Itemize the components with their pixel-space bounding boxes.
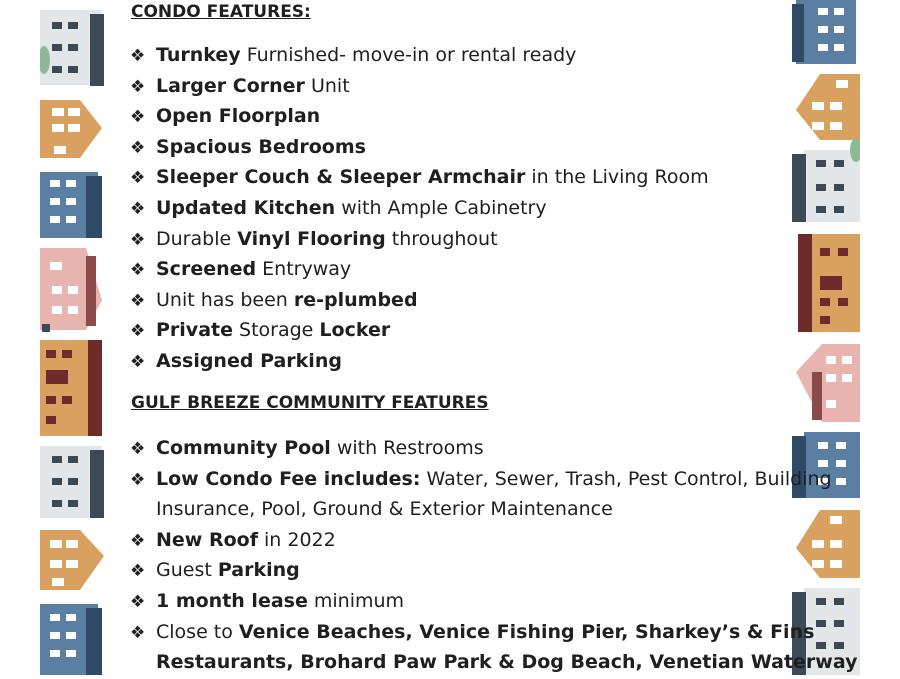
list-item: ❖ Screened Entryway [130,254,351,286]
list-item: ❖ Community Pool with Restrooms [130,433,484,465]
list-item: ❖ Unit has been re-plumbed [130,285,418,317]
diamond-bullet-icon: ❖ [130,530,146,551]
diamond-bullet-icon: ❖ [130,260,146,281]
list-item-continuation: Restaurants, Brohard Paw Park & Dog Beach, Venetian Waterway [156,651,858,674]
diamond-bullet-icon: ❖ [130,199,146,219]
list-item: ❖ Private Storage Locker [130,315,390,347]
list-item-continuation: Insurance, Pool, Ground & Exterior Maintenance [156,498,613,521]
right-houses-illustration [790,0,860,675]
condo-features-heading: CONDO FEATURES: [131,2,311,22]
diamond-bullet-icon: ❖ [130,229,146,250]
diamond-bullet-icon: ❖ [130,321,146,342]
diamond-bullet-icon: ❖ [130,592,146,612]
list-item: ❖ Durable Vinyl Flooring throughout [130,224,498,256]
right-house-border [790,0,860,675]
list-item: ❖ Guest Parking [130,555,300,587]
list-item: ❖ Turnkey Furnished- move-in or rental ready [130,40,576,72]
diamond-bullet-icon: ❖ [130,107,146,128]
list-item: ❖ Spacious Bedrooms [130,132,366,164]
list-item: ❖ Open Floorplan [130,101,320,133]
diamond-bullet-icon: ❖ [130,561,146,582]
left-house-border [40,0,110,675]
diamond-bullet-icon: ❖ [130,76,146,97]
list-item: ❖ Updated Kitchen with Ample Cabinetry [130,193,547,225]
diamond-bullet-icon: ❖ [130,622,146,643]
list-item: ❖ 1 month lease minimum [130,586,404,618]
diamond-bullet-icon: ❖ [130,469,146,490]
left-houses-illustration [40,0,110,675]
diamond-bullet-icon: ❖ [130,46,146,66]
list-item: ❖ Low Condo Fee includes: Water, Sewer, Trash, Pest Control, Building [130,464,832,496]
community-features-heading: GULF BREEZE COMMUNITY FEATURES [131,393,489,413]
diamond-bullet-icon: ❖ [130,168,146,189]
list-item: ❖ Sleeper Couch & Sleeper Armchair in the Living Room [130,162,709,194]
list-item: ❖ Close to Venice Beaches, Venice Fishing Pier, Sharkey’s & Fins [130,617,814,649]
diamond-bullet-icon: ❖ [130,352,146,372]
list-item: ❖ Larger Corner Unit [130,71,350,103]
list-item: ❖ New Roof in 2022 [130,525,336,557]
list-item: ❖ Assigned Parking [130,346,342,378]
diamond-bullet-icon: ❖ [130,137,146,158]
diamond-bullet-icon: ❖ [130,439,146,459]
diamond-bullet-icon: ❖ [130,290,146,311]
